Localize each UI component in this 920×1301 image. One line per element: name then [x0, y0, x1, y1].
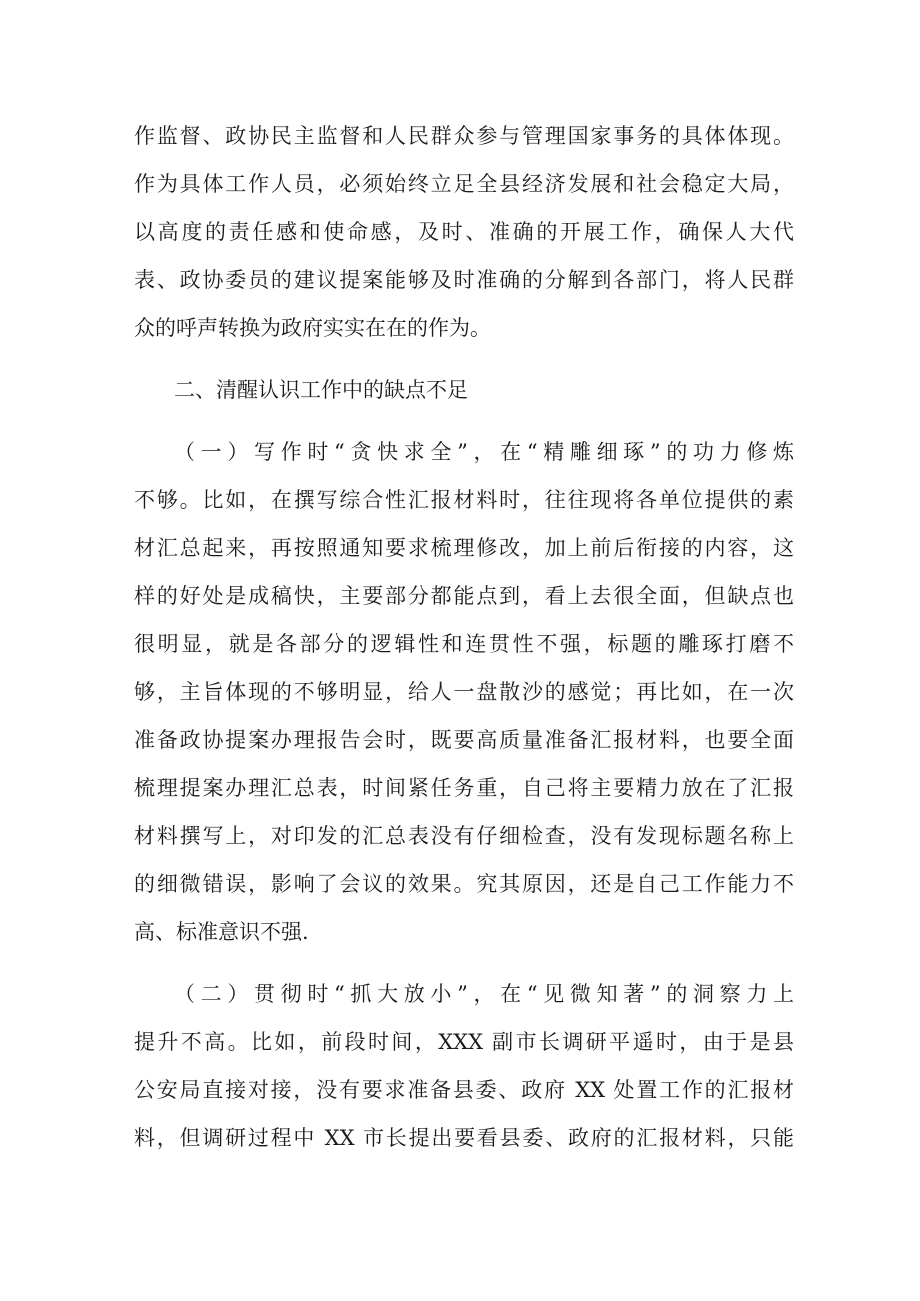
text-line: 众的呼声转换为政府实实在在的作为。 [134, 316, 491, 340]
paragraph-1 [134, 112, 794, 352]
text-line: 以高度的责任感和使命感，及时、准确的开展工作，确保人大代 [134, 220, 794, 244]
paragraph-3 [134, 970, 794, 1162]
text-line: 材汇总起来，再按照通知要求梳理修改，加上前后衔接的内容，这 [134, 536, 794, 560]
text-line: 高、标准意识不强. [134, 920, 309, 944]
document-body [134, 112, 794, 1162]
text-line: （二）贯彻时“抓大放小”，在“见微知著”的洞察力上 [174, 982, 794, 1006]
text-line: 材料撰写上，对印发的汇总表没有仔细检查，没有发现标题名称上 [134, 824, 794, 848]
text-line: 很明显，就是各部分的逻辑性和连贯性不强，标题的雕琢打磨不 [134, 632, 794, 656]
text-line: 作监督、政协民主监督和人民群众参与管理国家事务的具体体现。 [134, 124, 794, 148]
text-line: 表、政协委员的建议提案能够及时准确的分解到各部门，将人民群 [134, 268, 794, 292]
section-heading: 二、清醒认识工作中的缺点不足 [174, 378, 468, 402]
paragraph-2 [134, 428, 794, 956]
text-line: 梳理提案办理汇总表，时间紧任务重，自己将主要精力放在了汇报 [134, 776, 794, 800]
text-line: 不够。比如，在撰写综合性汇报材料时，往往现将各单位提供的素 [134, 488, 794, 512]
text-line: 准备政协提案办理报告会时，既要高质量准备汇报材料，也要全面 [134, 728, 794, 752]
text-line: 的细微错误，影响了会议的效果。究其原因，还是自己工作能力不 [134, 872, 794, 896]
text-line: 料，但调研过程中 XX 市长提出要看县委、政府的汇报材料，只能 [134, 1126, 794, 1150]
text-line: （一）写作时“贪快求全”，在“精雕细琢”的功力修炼 [174, 440, 794, 464]
text-line: 提升不高。比如，前段时间，XXX 副市长调研平遥时，由于是县 [134, 1030, 794, 1054]
text-line: 够，主旨体现的不够明显，给人一盘散沙的感觉；再比如，在一次 [134, 680, 794, 704]
text-line: 公安局直接对接，没有要求准备县委、政府 XX 处置工作的汇报材 [134, 1078, 794, 1102]
text-line: 作为具体工作人员，必须始终立足全县经济发展和社会稳定大局， [134, 172, 794, 196]
text-line: 样的好处是成稿快，主要部分都能点到，看上去很全面，但缺点也 [134, 584, 794, 608]
